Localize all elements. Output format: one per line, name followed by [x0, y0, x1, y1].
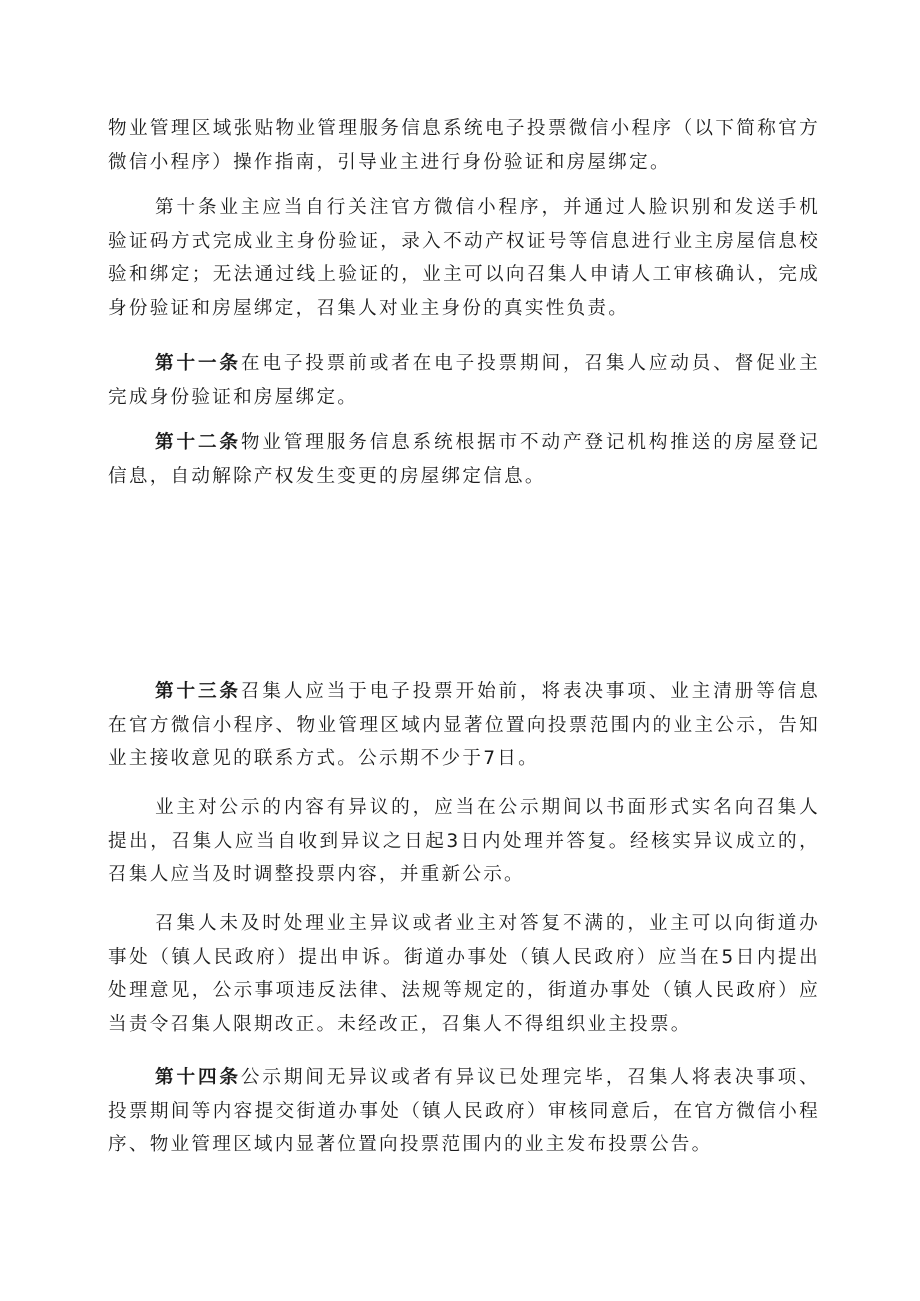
paragraph-text: 召集人应当于电子投票开始前，将表决事项、业主清册等信息在官方微信小程序、物业管理区域内显著位置向投票范围内的业主公示，告知业主接收意见的联系方式。公示期不少于7日。	[108, 681, 820, 769]
paragraph-appeal	[108, 907, 820, 1041]
paragraph-objection	[108, 791, 820, 892]
article-heading: 第十二条	[155, 432, 241, 453]
paragraph-text: 公示期间无异议或者有异议已处理完毕，召集人将表决事项、投票期间等内容提交街道办事处（镇人民政府）审核同意后，在官方微信小程序、物业管理区域内显著位置向投票范围内的业主发布投票公告。	[108, 1067, 820, 1155]
paragraph-text: 物业管理区域张贴物业管理服务信息系统电子投票微信小程序（以下简称官方微信小程序）操作指南，引导业主进行身份验证和房屋绑定。	[108, 118, 820, 173]
paragraph-article-10	[108, 191, 820, 325]
paragraph-text: 召集人未及时处理业主异议或者业主对答复不满的，业主可以向街道办事处（镇人民政府）提出申诉。街道办事处（镇人民政府）应当在5日内提出处理意见，公示事项违反法律、法规等规定的，街道办事处（镇人民政府）应当责令召集人限期改正。未经改正，召集人不得组织业主投票。	[108, 913, 820, 1035]
paragraph-article-14	[108, 1061, 820, 1162]
article-heading: 第十四条	[155, 1067, 241, 1088]
paragraph-article-13	[108, 675, 820, 776]
paragraph-article-11	[108, 347, 820, 414]
paragraph-text: 物业管理服务信息系统根据市不动产登记机构推送的房屋登记信息，自动解除产权发生变更的房屋绑定信息。	[108, 432, 820, 487]
paragraph-text: 在电子投票前或者在电子投票期间，召集人应动员、督促业主完成身份验证和房屋绑定。	[108, 353, 820, 408]
article-heading: 第十一条	[155, 353, 241, 374]
paragraph-guide-continued	[108, 112, 820, 179]
paragraph-article-12	[108, 426, 820, 493]
paragraph-text: 业主对公示的内容有异议的，应当在公示期间以书面形式实名向召集人提出，召集人应当自收到异议之日起3日内处理并答复。经核实异议成立的，召集人应当及时调整投票内容，并重新公示。	[108, 797, 820, 885]
paragraph-text: 第十条业主应当自行关注官方微信小程序，并通过人脸识别和发送手机验证码方式完成业主身份验证，录入不动产权证号等信息进行业主房屋信息校验和绑定；无法通过线上验证的，业主可以向召集人申请人工审核确认，完成身份验证和房屋绑定，召集人对业主身份的真实性负责。	[108, 197, 820, 319]
article-heading: 第十三条	[155, 681, 241, 702]
